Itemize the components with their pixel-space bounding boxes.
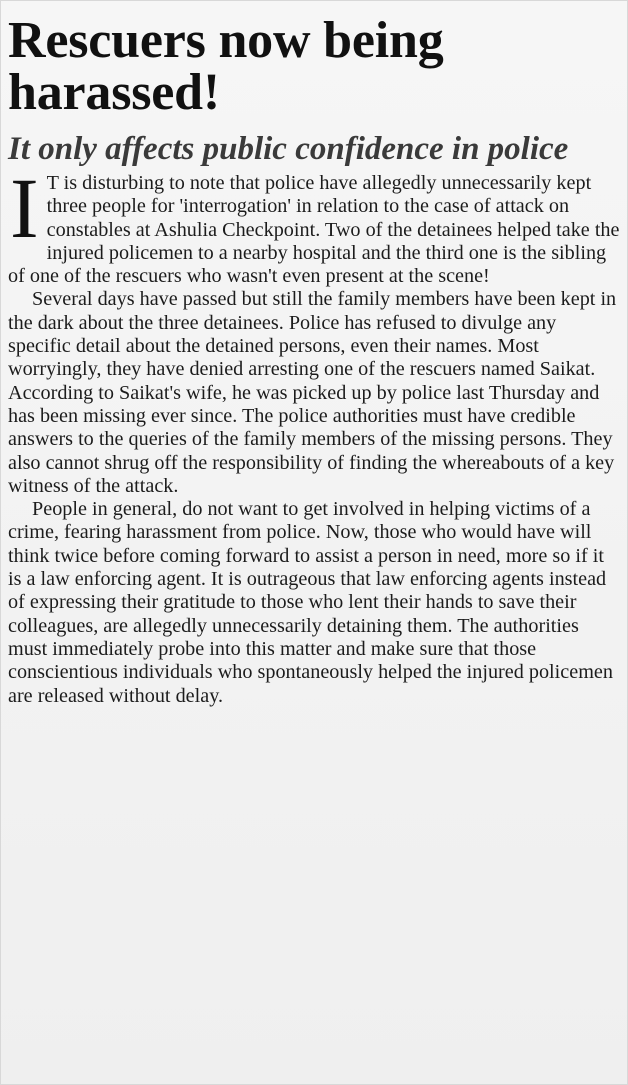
article-body <box>8 160 620 708</box>
paragraph-2: Several days have passed but still the family members have been kept in the dark about the three detainees. Police has refused to divulge any specific detail about the detained persons, even their names. Most worryingly, they have denied arresting one of the rescuers named Saikat. According to Saikat's wife, he was picked up by police last Thursday and has been missing ever since. The police authorities must have credible answers to the queries of the family members of the missing persons. They also cannot shrug off the responsibility of finding the whereabouts of a key witness of the attack. <box>8 288 617 497</box>
paragraph-1-text: T is disturbing to note that police have allegedly unnecessarily kept three people for 'interrogation' in relation to the case of attack on constables at Ashulia Checkpoint. Two of the detainees helped take the injured policemen to a nearby hospital and the third one is the sibling of one of the rescuers who wasn't even present at the scene! <box>8 172 620 288</box>
paragraph-1 <box>8 160 620 288</box>
editorial-article <box>8 12 620 708</box>
headline: Rescuers now being harassed! <box>8 12 444 121</box>
drop-cap: I <box>10 160 39 256</box>
subheadline: It only affects public confidence in police <box>8 131 569 167</box>
paragraph-3: People in general, do not want to get involved in helping victims of a crime, fearing harassment from police. Now, those who would have will think twice before coming forward to assist a person in need, more so if it is a law enforcing agent. It is outrageous that law enforcing agents instead of expressing their gratitude to those who lent their hands to save their colleagues, are allegedly unnecessarily detaining them. The authorities must immediately probe into this matter and make sure that those conscientious individuals who spontaneously helped the injured policemen are released without delay. <box>8 498 613 707</box>
